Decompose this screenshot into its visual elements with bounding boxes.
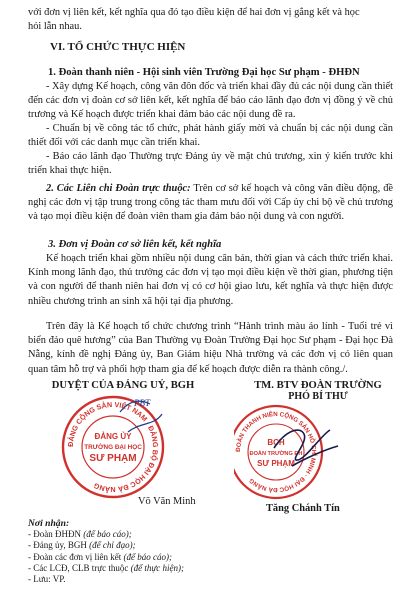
right-stamp-line-1: BCH xyxy=(267,438,285,447)
part-3-heading: 3. Đơn vị Đoàn cơ sở liên kết, kết nghĩa xyxy=(48,239,222,250)
recipient-item: - Đảng ủy, BGH (để chỉ đạo); xyxy=(28,540,136,551)
recipient-item: - Đoàn ĐHĐN (để báo cáo); xyxy=(28,529,132,540)
party-committee-stamp xyxy=(58,392,168,502)
right-stamp-ring-text: ĐOÀN THANH NIÊN CỘNG SẢN HỒ CHÍ MINH · ĐẠI HỌC ĐÀ NẴNG xyxy=(234,410,318,494)
intro-line-1: với đơn vị liên kết, kết nghĩa qua đó tạo điều kiện để hai đơn vị gắng kết và học xyxy=(28,7,360,18)
right-signature-title: TM. BTV ĐOÀN TRƯỜNG xyxy=(254,380,382,391)
part-1-paragraph-2: - Chuẩn bị về công tác tổ chức, phát hành giấy mời và chuẩn bị các nội dung cần thiết đối với các danh mục cần triển khai. xyxy=(28,123,393,149)
part-2-paragraph xyxy=(28,182,393,225)
recipient-item: - Đoàn các đơn vị liên kết (để báo cáo); xyxy=(28,551,172,562)
right-signer-name: Tăng Chánh Tín xyxy=(266,503,340,514)
section-vi-heading: VI. TỔ CHỨC THỰC HIỆN xyxy=(50,41,186,53)
left-signer-name: Võ Văn Minh xyxy=(138,496,196,507)
part-1-paragraph-1: - Xây dựng Kế hoạch, công văn đôn đốc và triển khai đầy đủ các nội dung cần thiết đến các đơn vị đoàn cơ sở liên kết, kết nghĩa để báo cáo lãnh đạo đơn vị đồng ý về chủ trương và Kế hoạch được triển khai đảm bảo các nội dung đề ra. xyxy=(28,81,393,121)
left-stamp-annotation: PBT xyxy=(134,398,151,408)
right-stamp-line-2: ĐOÀN TRƯỜNG ĐH xyxy=(249,451,303,457)
left-stamp-ring-text: ĐẢNG CỘNG SẢN VIỆT NAM · ĐẢNG BỘ ĐẠI HỌC ĐÀ NẴNG xyxy=(65,399,161,495)
recipient-item: - Các LCĐ, CLB trực thuộc (để thực hiện); xyxy=(28,562,184,573)
part-3-paragraph: Kế hoạch triển khai gồm nhiều nội dung cân bản, thời gian và cách thức triển khai. Kính mong lãnh đạo, thủ trưởng các đơn vị tạo mọi điều kiện về thời gian, phương tiện và con người để thanh niên hai đơn vị có cơ hội giao lưu, kết nghĩa và thực hiện được nhiều chương trình an sinh xã hội tại địa phương. xyxy=(28,253,393,307)
closing-paragraph: Trên đây là Kế hoạch tổ chức chương trình “Hành trình màu áo lính - Tuổi trẻ vì biển đảo quê hương” của Ban Thường vụ Đoàn Trường Đại học Sư phạm - Đại học Đà Nẵng, kính đề nghị Đảng ủy, Ban Giám hiệu Nhà trường và các đơn vị có liên quan quan tâm hỗ trợ và phối hợp tham gia để kế hoạch được diễn ra thành công./. xyxy=(28,321,393,375)
left-stamp-line-1: ĐẢNG ỦY xyxy=(94,432,132,441)
left-stamp-line-2: TRƯỜNG ĐẠI HỌC xyxy=(84,444,142,451)
right-signature-subtitle: PHÓ BÍ THƯ xyxy=(288,391,348,402)
left-signature-title: DUYỆT CỦA ĐẢNG UỶ, BGH xyxy=(51,380,195,391)
intro-line-2: hỏi lẫn nhau. xyxy=(28,21,82,33)
right-stamp-line-3: SƯ PHẠM xyxy=(257,459,295,468)
part-1-heading: 1. Đoàn thanh niên - Hội sinh viên Trường Đại học Sư phạm - ĐHĐN xyxy=(48,67,360,78)
part-1-paragraph-3: - Báo cáo lãnh đạo Thường trực Đảng ủy về mặt chủ trương, xin ý kiến trước khi triển khai thực hiện. xyxy=(28,151,393,177)
recipients-list xyxy=(28,518,278,585)
left-stamp-line-3: SƯ PHẠM xyxy=(89,453,137,464)
part-2-heading: 2. Các Liên chi Đoàn trực thuộc: xyxy=(46,183,191,194)
youth-union-stamp xyxy=(234,400,342,500)
recipients-title: Nơi nhận: xyxy=(28,518,70,529)
recipient-item: - Lưu: VP. xyxy=(28,574,66,585)
intro-paragraph xyxy=(28,6,393,34)
part-2-body: Trên cơ sở kế hoạch và công văn điều động, đề nghị các đơn vị tập trung trong công tác tham mưu đối với Cấp ủy chi bộ về chủ trương và tạo mọi điều kiện để đoàn viên tham gia đảm bảo nội dung và con người. xyxy=(28,183,394,223)
